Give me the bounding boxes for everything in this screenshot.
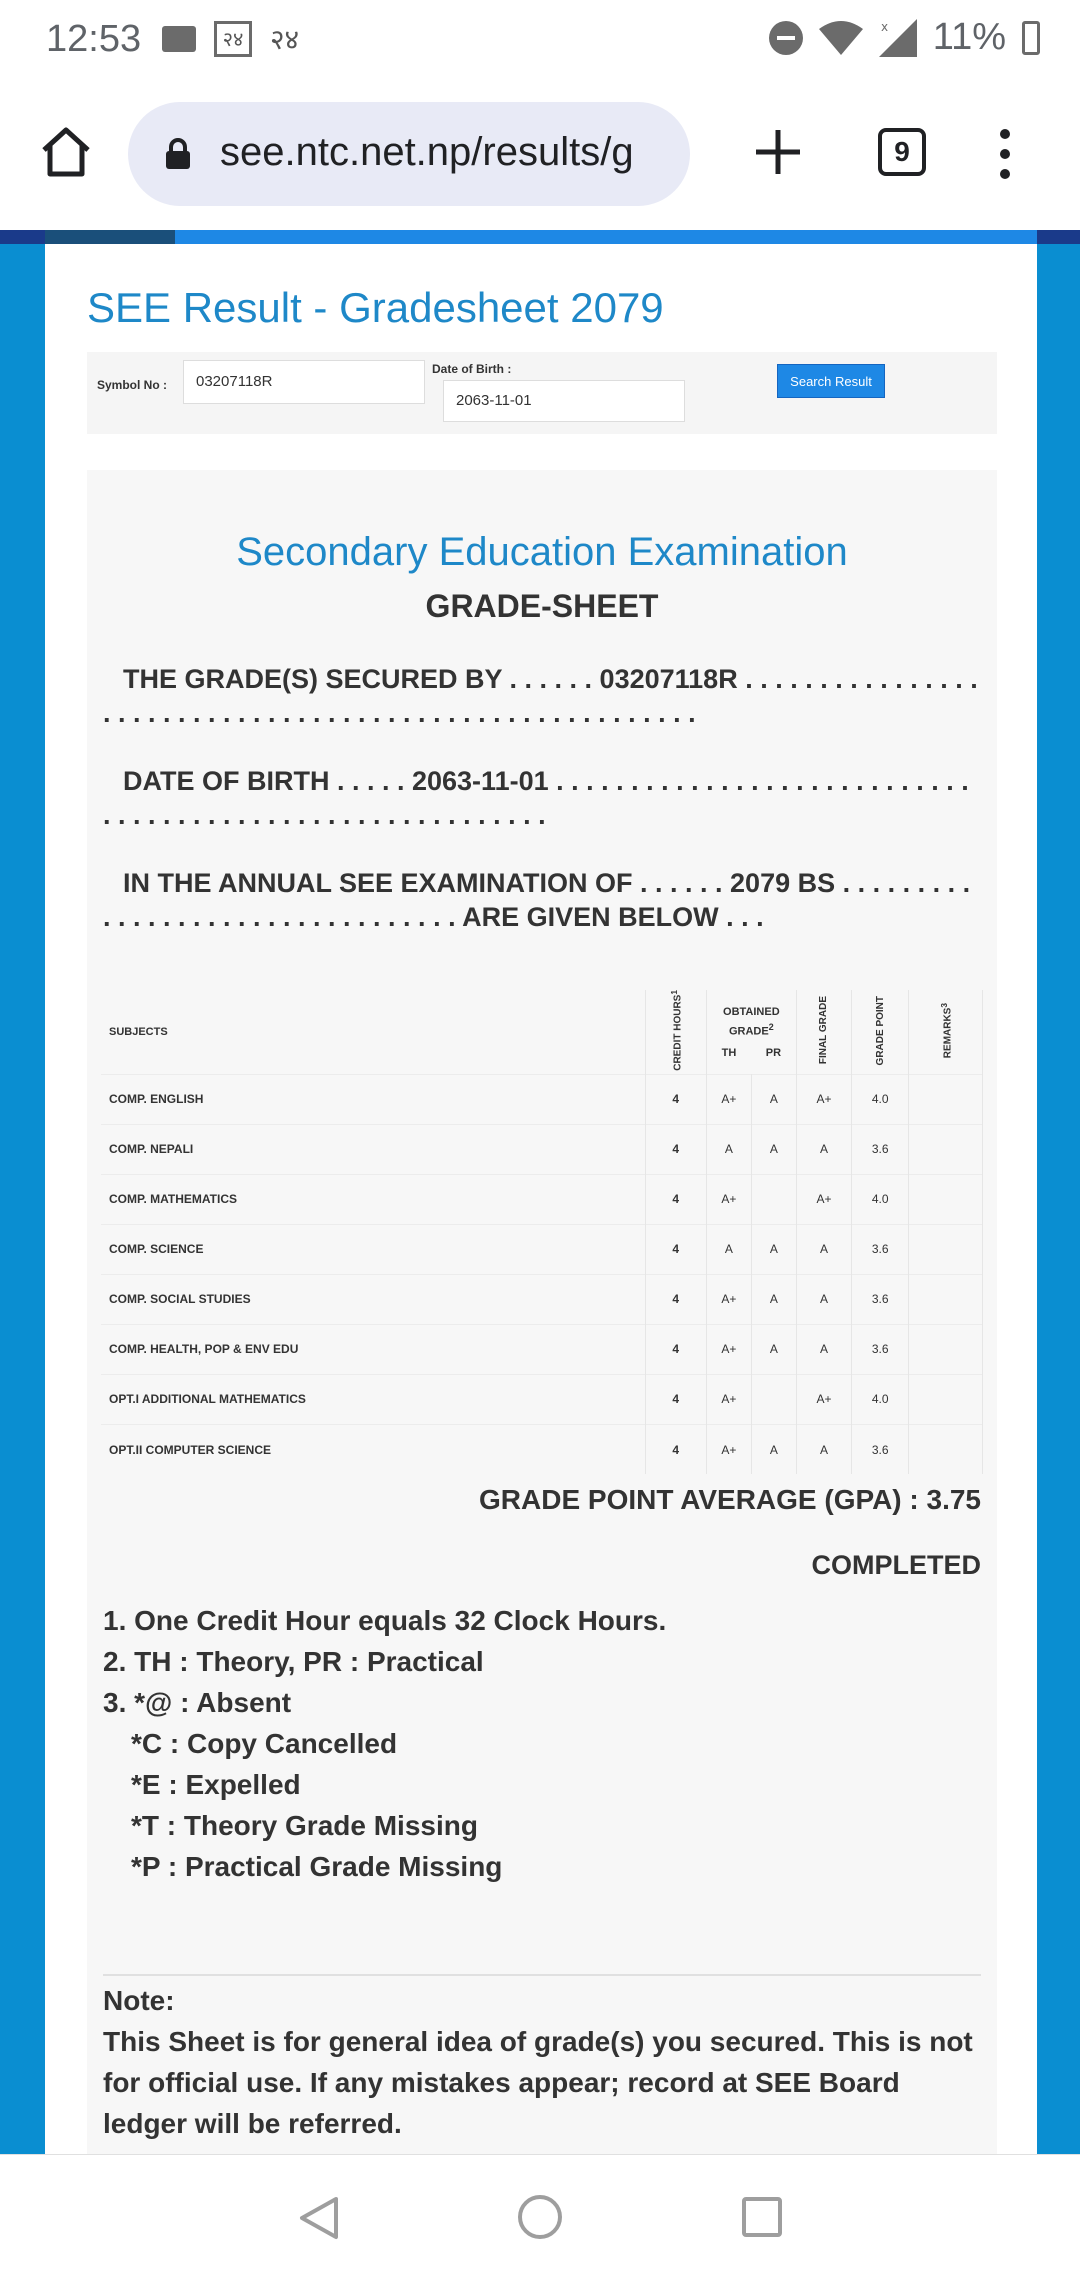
new-tab-icon[interactable] [748, 122, 808, 182]
mail-icon [162, 26, 196, 52]
final-cell: A+ [796, 1074, 851, 1124]
exam-line: IN THE ANNUAL SEE EXAMINATION OF . . . . . . 2079 BS . . . . . . . . . . . . . . . . . . . . . . . . . . . . . . . . . ARE GIVEN BELOW . . . [103, 868, 971, 932]
obtained-label [707, 1005, 796, 1040]
remarks-cell [909, 1274, 983, 1324]
credit-cell: 4 [645, 1124, 706, 1174]
remarks-cell [909, 1174, 983, 1224]
status-time: 12:53 [46, 18, 142, 60]
legend-subitem: *C : Copy Cancelled [131, 1728, 398, 1759]
table-row [101, 1374, 983, 1424]
header-final-grade [796, 990, 851, 1074]
table-row [101, 1124, 983, 1174]
credit-cell: 4 [645, 1374, 706, 1424]
table-row [101, 1274, 983, 1324]
grade-sheet [87, 470, 997, 2154]
gp-cell: 3.6 [852, 1124, 909, 1174]
page-title: SEE Result - Gradesheet 2079 [87, 284, 664, 331]
pr-cell [751, 1374, 796, 1424]
symbol-label: Symbol No : [97, 378, 168, 392]
legend-item: 3. *@ : Absent [103, 1687, 292, 1718]
note-text: This Sheet is for general idea of grade(s) you secured. This is not for official use. If any mistakes appear; record at SEE Board ledger will be referred. [103, 2026, 973, 2139]
recents-icon[interactable] [742, 2197, 782, 2237]
credit-cell: 4 [645, 1424, 706, 1474]
table-row [101, 1074, 983, 1124]
th-cell: A+ [706, 1424, 751, 1474]
header-credit-hours [645, 990, 706, 1074]
browser-toolbar [0, 80, 1080, 230]
home-nav-icon[interactable] [518, 2195, 562, 2239]
gpa-text: GRADE POINT AVERAGE (GPA) : 3.75 [479, 1484, 981, 1515]
grades-table [101, 990, 983, 1474]
pr-cell [751, 1174, 796, 1224]
final-cell: A+ [796, 1374, 851, 1424]
gp-cell: 3.6 [852, 1274, 909, 1324]
credit-cell: 4 [645, 1174, 706, 1224]
final-grade-label: FINAL GRADE [818, 996, 830, 1065]
pr-label: PR [765, 1047, 782, 1060]
th-cell: A+ [706, 1274, 751, 1324]
dob-label: Date of Birth : [432, 362, 512, 376]
symbol-input[interactable]: 03207118R [183, 360, 425, 404]
pr-cell: A [751, 1124, 796, 1174]
subject-cell: COMP. HEALTH, POP & ENV EDU [101, 1324, 645, 1374]
grade-point-label: GRADE POINT [874, 995, 886, 1066]
pr-cell: A [751, 1324, 796, 1374]
pr-cell: A [751, 1224, 796, 1274]
dnd-icon [769, 21, 803, 55]
gp-cell: 4.0 [852, 1374, 909, 1424]
obtained-text: OBTAINED GRADE [723, 1005, 780, 1038]
th-cell: A+ [706, 1374, 751, 1424]
legend-subitem: *P : Practical Grade Missing [131, 1851, 503, 1882]
header-subjects [101, 990, 645, 1074]
legend-item: 2. TH : Theory, PR : Practical [103, 1646, 484, 1677]
remarks-cell [909, 1124, 983, 1174]
address-bar[interactable] [128, 102, 690, 206]
more-menu-icon[interactable] [990, 126, 1020, 182]
th-pr-labels [707, 1047, 796, 1059]
header-remarks [909, 990, 983, 1074]
dob-line: DATE OF BIRTH . . . . . 2063-11-01 . . . . . . . . . . . . . . . . . . . . . . . . . . . . . . . . . . . . . . . . . . . . . . . . . . . . . . . . . . [103, 766, 969, 830]
pr-cell: A [751, 1274, 796, 1324]
credit-sup: 1 [668, 990, 679, 995]
th-cell: A [706, 1224, 751, 1274]
credit-cell: 4 [645, 1324, 706, 1374]
legend-item: 1. One Credit Hour equals 32 Clock Hours. [103, 1605, 667, 1636]
th-cell: A+ [706, 1174, 751, 1224]
obtained-sup: 2 [768, 1021, 774, 1032]
subject-cell: COMP. SOCIAL STUDIES [101, 1274, 645, 1324]
final-cell: A [796, 1224, 851, 1274]
note-title: Note: [103, 1985, 175, 2016]
gp-cell: 4.0 [852, 1174, 909, 1224]
th-label: TH [721, 1047, 737, 1060]
table-row [101, 1224, 983, 1274]
exam-title: Secondary Education Examination [236, 530, 848, 574]
remarks-cell [909, 1074, 983, 1124]
final-cell: A [796, 1424, 851, 1474]
th-cell: A+ [706, 1074, 751, 1124]
subject-cell: OPT.I ADDITIONAL MATHEMATICS [101, 1374, 645, 1424]
remarks-sup: 3 [938, 1002, 949, 1008]
top-stripe-dark [45, 230, 175, 244]
lock-icon [164, 138, 192, 170]
notif-text-icon: २४ [270, 23, 300, 56]
remarks-text: REMARKS [941, 1007, 953, 1058]
notification-icons [162, 20, 299, 58]
remarks-cell [909, 1324, 983, 1374]
table-row [101, 1324, 983, 1374]
wifi-icon [819, 21, 863, 55]
table-row [101, 1424, 983, 1474]
secured-by-line: THE GRADE(S) SECURED BY . . . . . . 03207118R . . . . . . . . . . . . . . . . . . . . . . . . . . . . . . . . . . . . . . . . . . . . . . . . . . . . . . . . [103, 664, 978, 728]
notif-box-icon: २४ [214, 21, 252, 57]
table-row [101, 1174, 983, 1224]
subject-cell: COMP. MATHEMATICS [101, 1174, 645, 1224]
final-cell: A [796, 1124, 851, 1174]
credit-cell: 4 [645, 1224, 706, 1274]
battery-percent: 11% [932, 16, 1006, 58]
final-cell: A [796, 1274, 851, 1324]
subject-cell: OPT.II COMPUTER SCIENCE [101, 1424, 645, 1474]
credit-cell: 4 [645, 1274, 706, 1324]
back-icon[interactable] [296, 2195, 340, 2241]
tab-switcher-button[interactable]: 9 [878, 128, 926, 176]
signal-icon [879, 19, 917, 57]
subject-cell: COMP. NEPALI [101, 1124, 645, 1174]
remarks-label [939, 1003, 953, 1058]
gp-cell: 3.6 [852, 1324, 909, 1374]
battery-icon [1022, 21, 1040, 55]
web-content [0, 230, 1080, 2154]
status-bar [0, 0, 1080, 80]
pr-cell: A [751, 1424, 796, 1474]
remarks-cell [909, 1374, 983, 1424]
pr-cell: A [751, 1074, 796, 1124]
th-cell: A+ [706, 1324, 751, 1374]
gp-cell: 3.6 [852, 1224, 909, 1274]
svg-text:x: x [880, 19, 888, 34]
final-cell: A+ [796, 1174, 851, 1224]
search-form [87, 352, 997, 434]
url-text[interactable]: see.ntc.net.np/results/g [220, 130, 634, 174]
table-header-row [101, 990, 983, 1074]
search-result-button[interactable]: Search Result [777, 364, 885, 398]
legend-subitem: *E : Expelled [131, 1769, 301, 1800]
home-icon[interactable] [36, 122, 96, 182]
th-cell: A [706, 1124, 751, 1174]
subject-cell: COMP. SCIENCE [101, 1224, 645, 1274]
final-cell: A [796, 1324, 851, 1374]
header-grade-point [852, 990, 909, 1074]
top-stripe-blue [175, 230, 1037, 244]
credit-cell: 4 [645, 1074, 706, 1124]
subject-cell: COMP. ENGLISH [101, 1074, 645, 1124]
disclaimer-note [103, 1980, 983, 2144]
completion-status: COMPLETED [811, 1550, 981, 1580]
gradesheet-title: GRADE-SHEET [425, 588, 659, 624]
remarks-cell [909, 1424, 983, 1474]
result-card [45, 244, 1037, 2154]
credit-text: CREDIT HOURS [671, 994, 683, 1071]
header-subjects-label: SUBJECTS [109, 1025, 168, 1038]
gp-cell: 3.6 [852, 1424, 909, 1474]
legend-subitem: *T : Theory Grade Missing [131, 1810, 478, 1841]
divider [103, 1974, 981, 1976]
legend-notes [103, 1600, 666, 1887]
system-nav-bar [0, 2154, 1080, 2280]
dob-input[interactable]: 2063-11-01 [443, 380, 685, 422]
system-icons [769, 16, 1040, 59]
remarks-cell [909, 1224, 983, 1274]
gp-cell: 4.0 [852, 1074, 909, 1124]
header-obtained-grade [706, 990, 796, 1074]
header-credit-label [669, 990, 683, 1071]
